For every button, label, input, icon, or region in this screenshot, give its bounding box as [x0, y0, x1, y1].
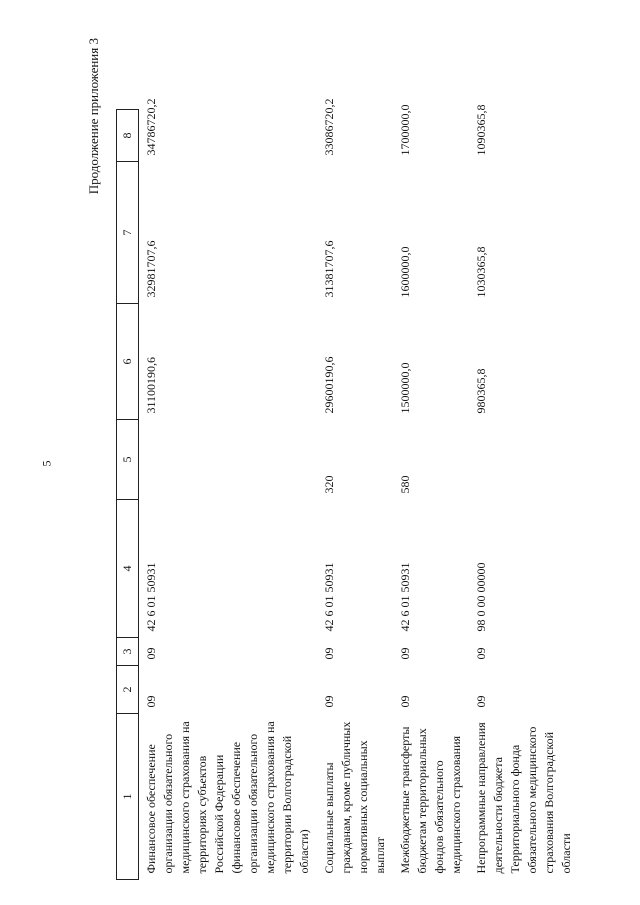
column-header-3: 3: [117, 638, 139, 666]
row-section: 09: [144, 695, 158, 708]
table-row: [317, 110, 393, 880]
row-section: 09: [398, 695, 412, 708]
row-subsection: 09: [398, 647, 412, 660]
row-amount-year1: 1500000,0: [398, 362, 412, 414]
row-amount-year1: 31100190,6: [144, 356, 158, 414]
row-section: 09: [322, 695, 336, 708]
column-header-1: 1: [117, 714, 139, 880]
row-subsection: 09: [474, 647, 488, 660]
table-row: [393, 110, 469, 880]
row-amount-year1: 29600190,6: [322, 356, 336, 414]
row-amount-year2: 1600000,0: [398, 246, 412, 298]
column-header-6: 6: [117, 304, 139, 420]
row-target-article: 42 6 01 50931: [398, 562, 412, 632]
row-amount-year3: 1090365,8: [474, 104, 488, 156]
row-target-article: 42 6 01 50931: [144, 562, 158, 632]
column-header-4: 4: [117, 500, 139, 638]
appendix-caption: Продолжение приложения 3: [86, 38, 101, 195]
row-amount-year2: 32981707,6: [144, 240, 158, 298]
row-amount-year3: 1700000,0: [398, 104, 412, 156]
row-expense-type: 580: [398, 475, 412, 494]
row-expense-type: [469, 420, 579, 500]
document-page: [80, 30, 640, 880]
header-row: [117, 110, 139, 880]
row-name: Финансовое обеспечение организации обязательного медицинского страхования на территориях субъектов Российской Федерации (финансовое обеспечение организации обязательного медицинского страхования на территории Волгоградской области): [144, 721, 311, 874]
row-name: Социальные выплаты гражданам, кроме публичных нормативных социальных выплат: [322, 721, 387, 874]
row-expense-type: 320: [322, 475, 336, 494]
row-amount-year1: 980365,8: [474, 368, 488, 414]
row-amount-year2: 31381707,6: [322, 240, 336, 298]
column-header-8: 8: [117, 110, 139, 162]
row-name: Межбюджетные трансферты бюджетам территориальных фондов обязательного медицинского страхования: [398, 726, 463, 874]
row-target-article: 98 0 00 00000: [474, 562, 488, 632]
row-amount-year3: 33086720,2: [322, 98, 336, 156]
row-subsection: 09: [322, 647, 336, 660]
row-name: Непрограммные направления деятельности бюджета Территориального фонда обязательного медицинского страхования Волгоградской области: [474, 722, 573, 874]
row-expense-type: [139, 420, 318, 500]
row-target-article: 42 6 01 50931: [322, 562, 336, 632]
column-header-5: 5: [117, 420, 139, 500]
table-header: [117, 110, 139, 880]
page-number: 5: [39, 460, 54, 467]
budget-table: [116, 98, 579, 880]
table-row: [469, 110, 579, 880]
column-header-7: 7: [117, 162, 139, 304]
row-subsection: 09: [144, 647, 158, 660]
row-amount-year3: 34786720,2: [144, 98, 158, 156]
row-amount-year2: 1030365,8: [474, 246, 488, 298]
row-section: 09: [474, 695, 488, 708]
column-header-2: 2: [117, 666, 139, 714]
table-row: [139, 110, 318, 880]
